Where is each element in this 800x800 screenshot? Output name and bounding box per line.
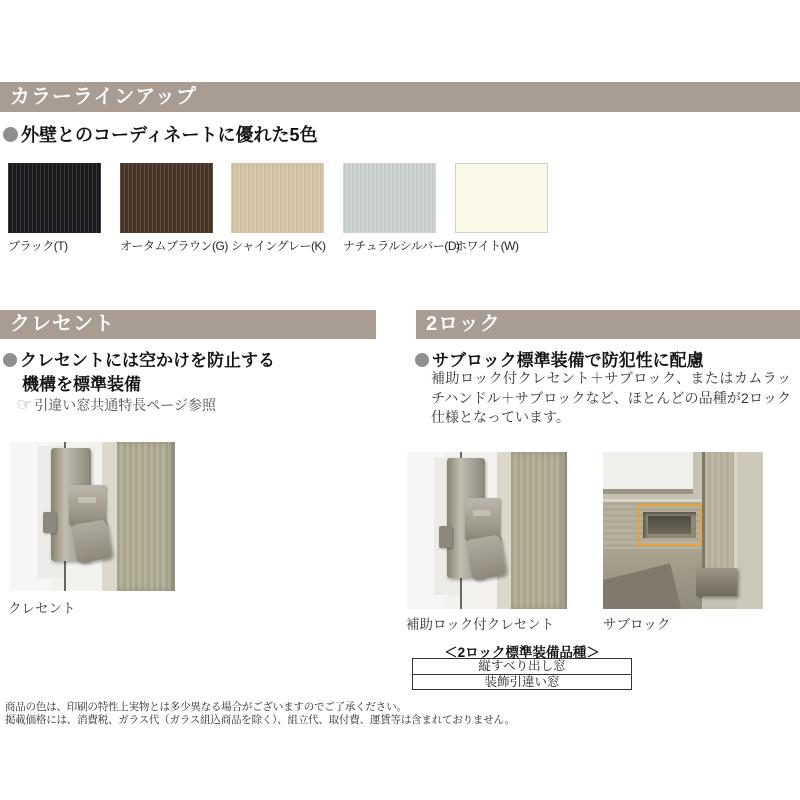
swatch-natural-silver-chip [343, 163, 436, 233]
crescent-photo-caption: クレセント [8, 601, 76, 616]
photo-right-panel [737, 452, 763, 609]
swatch-white-chip [455, 163, 548, 233]
section-header-crescent: クレセント [0, 310, 376, 339]
color-lineup-heading [3, 121, 318, 147]
swatch-shine-gray-chip [231, 163, 324, 233]
sub-lock-photo [603, 452, 763, 609]
crescent-lock-knob [43, 512, 56, 533]
crescent-heading [3, 346, 275, 371]
photo-bracket [696, 568, 738, 596]
two-lock-standard-table [412, 658, 632, 690]
section-header-two-lock: 2ロック [416, 310, 800, 339]
swatch-natural-silver [343, 163, 460, 254]
crescent-lock-label [473, 510, 491, 516]
two-lock-table-title: ＜2ロック標準装備品種＞ [444, 645, 600, 660]
swatch-black [8, 163, 101, 254]
swatch-black-label: ブラック(T) [8, 239, 68, 253]
pointing-hand-icon: ☞ [17, 395, 33, 414]
swatch-white-label: ホワイト(W) [455, 239, 519, 253]
photo-frame [511, 452, 567, 609]
crescent-lock-body [465, 498, 500, 540]
bullet-icon [415, 353, 429, 367]
aux-lock-photo-caption: 補助ロック付クレセント [406, 617, 555, 632]
swatch-autumn-brown-chip [120, 163, 213, 233]
photo-glass [603, 452, 693, 494]
crescent-heading-line2: 機構を標準装備 [22, 375, 141, 394]
two-lock-description: 補助ロック付クレセント＋サブロック、またはカムラッチハンドル＋サブロックなど、ほとんどの品種が2ロック仕様となっています。 [431, 370, 791, 425]
crescent-reference-text: 引違い窓共通特長ページ参照 [34, 397, 216, 413]
photo-vertical-post [702, 452, 737, 574]
sub-lock-photo-caption: サブロック [603, 617, 671, 632]
photo-frame [117, 442, 175, 591]
crescent-lock-label [78, 497, 96, 503]
footnote-price-disclaimer: 掲載価格には、消費税、ガラス代（ガラス組込商品を除く）、組立代、取付費、運賃等は含まれておりません。 [5, 714, 515, 726]
crescent-heading-line1: クレセントには空かけを防止する [20, 351, 275, 370]
crescent-photo [10, 442, 175, 591]
swatch-white [455, 163, 548, 254]
table-row: 縦すべり出し窓 [478, 659, 566, 673]
sub-lock-highlight-box [638, 504, 702, 546]
two-lock-heading [415, 346, 704, 371]
swatch-autumn-brown [120, 163, 228, 254]
aux-lock-button [439, 526, 452, 548]
color-lineup-heading-text: 外壁とのコーディネートに優れた5色 [21, 125, 318, 145]
footnote-color-disclaimer: 商品の色は、印刷の特性上実物とは多少異なる場合がございますのでご了承ください。 [5, 701, 407, 713]
bullet-icon [3, 353, 17, 367]
swatch-black-chip [8, 163, 101, 233]
section-header-color-lineup: カラーラインアップ [0, 82, 800, 112]
swatch-shine-gray-label: シャイングレー(K) [231, 239, 326, 253]
swatch-autumn-brown-label: オータムブラウン(G) [120, 239, 228, 253]
crescent-lock-handle [71, 520, 112, 564]
swatch-shine-gray [231, 163, 324, 254]
bullet-icon [3, 127, 18, 142]
crescent-reference-link[interactable] [17, 395, 216, 415]
two-lock-heading-text: サブロック標準装備で防犯性に配慮 [432, 351, 704, 370]
swatch-natural-silver-label: ナチュラルシルバー(D) [343, 239, 460, 253]
table-row: 装飾引違い窓 [413, 674, 631, 689]
aux-lock-crescent-photo [407, 452, 567, 609]
